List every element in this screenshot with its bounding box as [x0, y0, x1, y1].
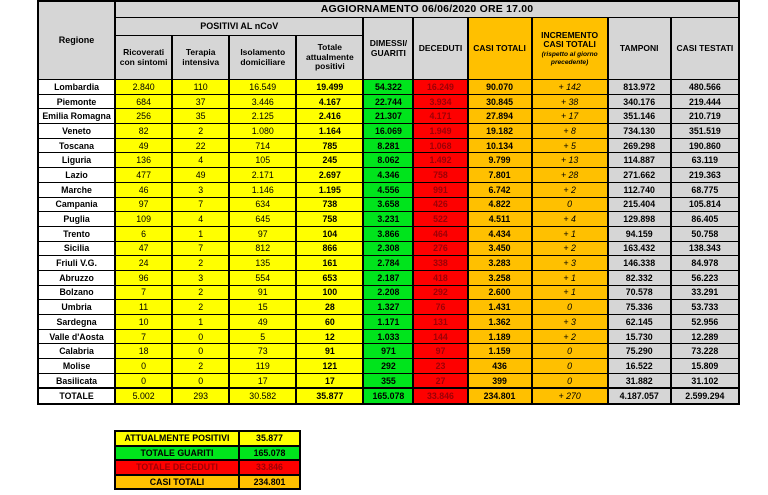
cell-isolamento-domiciliare: 49: [229, 315, 296, 330]
cell-isolamento-domiciliare: 1.080: [229, 124, 296, 139]
cell-dimessi-guariti: 1.033: [363, 329, 413, 344]
legend-row: [115, 446, 300, 461]
cell-ricoverati: 136: [115, 153, 172, 168]
covid-region-table: [37, 0, 740, 405]
summary-legend: [114, 430, 301, 490]
cell-dimessi-guariti: 1.171: [363, 315, 413, 330]
cell-terapia-intensiva: 293: [172, 388, 229, 404]
cell-incremento-casi-totali: 0: [532, 359, 608, 374]
cell-tamponi: 351.146: [608, 109, 671, 124]
cell-deceduti: 97: [413, 344, 467, 359]
cell-ricoverati: 96: [115, 270, 172, 285]
cell-deceduti: 144: [413, 329, 467, 344]
cell-isolamento-domiciliare: 119: [229, 359, 296, 374]
table-row: [38, 344, 739, 359]
cell-terapia-intensiva: 0: [172, 344, 229, 359]
cell-isolamento-domiciliare: 714: [229, 138, 296, 153]
cell-deceduti: 23: [413, 359, 467, 374]
cell-casi-totali: 1.362: [468, 315, 532, 330]
cell-casi-totali: 1.189: [468, 329, 532, 344]
cell-isolamento-domiciliare: 97: [229, 226, 296, 241]
cell-totale-attualmente-positivi: 2.416: [296, 109, 363, 124]
legend-value: 234.801: [239, 475, 300, 490]
cell-incremento-casi-totali: + 3: [532, 256, 608, 271]
cell-casi-totali: 6.742: [468, 182, 532, 197]
table-row: [38, 153, 739, 168]
cell-tamponi: 340.176: [608, 94, 671, 109]
cell-terapia-intensiva: 22: [172, 138, 229, 153]
cell-casi-testati: 219.444: [671, 94, 739, 109]
cell-casi-testati: 2.599.294: [671, 388, 739, 404]
cell-terapia-intensiva: 7: [172, 241, 229, 256]
cell-terapia-intensiva: 2: [172, 124, 229, 139]
cell-isolamento-domiciliare: 2.125: [229, 109, 296, 124]
cell-tamponi: 82.332: [608, 270, 671, 285]
cell-casi-totali: 1.431: [468, 300, 532, 315]
cell-dimessi-guariti: 165.078: [363, 388, 413, 404]
cell-casi-testati: 53.733: [671, 300, 739, 315]
cell-ricoverati: 2.840: [115, 80, 172, 95]
cell-incremento-casi-totali: + 1: [532, 226, 608, 241]
col-header-regione: Regione: [38, 1, 115, 80]
cell-terapia-intensiva: 0: [172, 373, 229, 388]
cell-totale-attualmente-positivi: 91: [296, 344, 363, 359]
cell-dimessi-guariti: 4.346: [363, 168, 413, 183]
cell-casi-testati: 12.289: [671, 329, 739, 344]
cell-casi-testati: 210.719: [671, 109, 739, 124]
region-name: Toscana: [38, 138, 115, 153]
cell-isolamento-domiciliare: 17: [229, 373, 296, 388]
legend-label: ATTUALMENTE POSITIVI: [115, 431, 239, 446]
region-name: Lazio: [38, 168, 115, 183]
table-row: [38, 168, 739, 183]
cell-dimessi-guariti: 1.327: [363, 300, 413, 315]
cell-terapia-intensiva: 1: [172, 226, 229, 241]
cell-tamponi: 15.730: [608, 329, 671, 344]
cell-tamponi: 62.145: [608, 315, 671, 330]
cell-incremento-casi-totali: + 1: [532, 270, 608, 285]
cell-incremento-casi-totali: + 28: [532, 168, 608, 183]
legend-label: TOTALE GUARITI: [115, 446, 239, 461]
cell-terapia-intensiva: 0: [172, 329, 229, 344]
legend-row: [115, 431, 300, 446]
cell-dimessi-guariti: 16.069: [363, 124, 413, 139]
cell-totale-attualmente-positivi: 758: [296, 212, 363, 227]
cell-terapia-intensiva: 7: [172, 197, 229, 212]
cell-casi-totali: 9.799: [468, 153, 532, 168]
region-name: Sardegna: [38, 315, 115, 330]
table-row: [38, 285, 739, 300]
table-row: [38, 109, 739, 124]
cell-casi-testati: 84.978: [671, 256, 739, 271]
col-header-terapia-intensiva: Terapia intensiva: [172, 36, 229, 80]
table-row: [38, 315, 739, 330]
col-header-isolamento: Isolamento domiciliare: [229, 36, 296, 80]
cell-incremento-casi-totali: + 3: [532, 315, 608, 330]
cell-casi-totali: 2.600: [468, 285, 532, 300]
cell-tamponi: 94.159: [608, 226, 671, 241]
cell-tamponi: 75.290: [608, 344, 671, 359]
cell-incremento-casi-totali: + 5: [532, 138, 608, 153]
table-row: [38, 270, 739, 285]
cell-deceduti: 292: [413, 285, 467, 300]
cell-incremento-casi-totali: + 2: [532, 182, 608, 197]
cell-incremento-casi-totali: + 4: [532, 212, 608, 227]
cell-casi-testati: 138.343: [671, 241, 739, 256]
region-name: Calabria: [38, 344, 115, 359]
cell-ricoverati: 5.002: [115, 388, 172, 404]
cell-casi-totali: 19.182: [468, 124, 532, 139]
cell-ricoverati: 256: [115, 109, 172, 124]
cell-totale-attualmente-positivi: 4.167: [296, 94, 363, 109]
cell-dimessi-guariti: 3.866: [363, 226, 413, 241]
cell-totale-attualmente-positivi: 17: [296, 373, 363, 388]
col-header-deceduti: DECEDUTI: [413, 18, 467, 80]
legend-row: [115, 460, 300, 475]
cell-ricoverati: 18: [115, 344, 172, 359]
cell-isolamento-domiciliare: 30.582: [229, 388, 296, 404]
cell-deceduti: 276: [413, 241, 467, 256]
cell-casi-totali: 4.822: [468, 197, 532, 212]
cell-ricoverati: 49: [115, 138, 172, 153]
cell-terapia-intensiva: 37: [172, 94, 229, 109]
region-name: Marche: [38, 182, 115, 197]
cell-ricoverati: 684: [115, 94, 172, 109]
cell-incremento-casi-totali: + 2: [532, 241, 608, 256]
region-name: Abruzzo: [38, 270, 115, 285]
table-row: [38, 373, 739, 388]
cell-terapia-intensiva: 3: [172, 270, 229, 285]
region-name: Sicilia: [38, 241, 115, 256]
cell-deceduti: 27: [413, 373, 467, 388]
col-header-ricoverati: Ricoverati con sintomi: [115, 36, 172, 80]
cell-terapia-intensiva: 3: [172, 182, 229, 197]
cell-casi-totali: 1.159: [468, 344, 532, 359]
table-row: [38, 359, 739, 374]
cell-tamponi: 163.432: [608, 241, 671, 256]
cell-terapia-intensiva: 2: [172, 256, 229, 271]
cell-tamponi: 16.522: [608, 359, 671, 374]
cell-deceduti: 426: [413, 197, 467, 212]
cell-incremento-casi-totali: + 270: [532, 388, 608, 404]
cell-deceduti: 131: [413, 315, 467, 330]
totale-row: [38, 388, 739, 404]
cell-ricoverati: 82: [115, 124, 172, 139]
region-name: Puglia: [38, 212, 115, 227]
cell-incremento-casi-totali: + 142: [532, 80, 608, 95]
cell-tamponi: 75.336: [608, 300, 671, 315]
region-name: Basilicata: [38, 373, 115, 388]
table-row: [38, 138, 739, 153]
legend-label: CASI TOTALI: [115, 475, 239, 490]
cell-dimessi-guariti: 8.281: [363, 138, 413, 153]
col-header-totale-positivi: Totale attualmente positivi: [296, 36, 363, 80]
cell-tamponi: 70.578: [608, 285, 671, 300]
cell-casi-testati: 351.519: [671, 124, 739, 139]
cell-tamponi: 269.298: [608, 138, 671, 153]
cell-casi-totali: 234.801: [468, 388, 532, 404]
legend-value: 33.846: [239, 460, 300, 475]
cell-totale-attualmente-positivi: 785: [296, 138, 363, 153]
region-name: Friuli V.G.: [38, 256, 115, 271]
cell-isolamento-domiciliare: 645: [229, 212, 296, 227]
cell-isolamento-domiciliare: 91: [229, 285, 296, 300]
incremento-note: (rispetto al giorno precedente): [541, 50, 598, 66]
region-name: Bolzano: [38, 285, 115, 300]
cell-isolamento-domiciliare: 2.171: [229, 168, 296, 183]
table-body: [38, 80, 739, 405]
region-name: Veneto: [38, 124, 115, 139]
cell-dimessi-guariti: 8.062: [363, 153, 413, 168]
region-name: TOTALE: [38, 388, 115, 404]
cell-casi-testati: 63.119: [671, 153, 739, 168]
cell-tamponi: 31.882: [608, 373, 671, 388]
cell-casi-testati: 480.566: [671, 80, 739, 95]
cell-casi-testati: 56.223: [671, 270, 739, 285]
col-header-dimessi-guariti: DIMESSI/ GUARITI: [363, 18, 413, 80]
cell-incremento-casi-totali: + 17: [532, 109, 608, 124]
cell-casi-totali: 399: [468, 373, 532, 388]
cell-terapia-intensiva: 110: [172, 80, 229, 95]
cell-dimessi-guariti: 2.208: [363, 285, 413, 300]
cell-dimessi-guariti: 971: [363, 344, 413, 359]
cell-terapia-intensiva: 4: [172, 212, 229, 227]
table-header: [38, 1, 739, 80]
cell-isolamento-domiciliare: 554: [229, 270, 296, 285]
cell-casi-testati: 219.363: [671, 168, 739, 183]
table-row: [38, 197, 739, 212]
cell-isolamento-domiciliare: 3.446: [229, 94, 296, 109]
cell-incremento-casi-totali: + 38: [532, 94, 608, 109]
cell-deceduti: 4.171: [413, 109, 467, 124]
cell-ricoverati: 24: [115, 256, 172, 271]
cell-ricoverati: 6: [115, 226, 172, 241]
cell-ricoverati: 97: [115, 197, 172, 212]
cell-totale-attualmente-positivi: 866: [296, 241, 363, 256]
cell-dimessi-guariti: 292: [363, 359, 413, 374]
cell-totale-attualmente-positivi: 12: [296, 329, 363, 344]
cell-tamponi: 112.740: [608, 182, 671, 197]
table-row: [38, 124, 739, 139]
col-header-tamponi: TAMPONI: [608, 18, 671, 80]
cell-isolamento-domiciliare: 634: [229, 197, 296, 212]
cell-casi-testati: 15.809: [671, 359, 739, 374]
table-row: [38, 241, 739, 256]
cell-ricoverati: 10: [115, 315, 172, 330]
cell-casi-totali: 3.258: [468, 270, 532, 285]
cell-totale-attualmente-positivi: 161: [296, 256, 363, 271]
cell-dimessi-guariti: 54.322: [363, 80, 413, 95]
update-banner: AGGIORNAMENTO 06/06/2020 ORE 17.00: [115, 1, 739, 18]
cell-incremento-casi-totali: + 2: [532, 329, 608, 344]
table-row: [38, 300, 739, 315]
cell-deceduti: 464: [413, 226, 467, 241]
cell-incremento-casi-totali: 0: [532, 344, 608, 359]
cell-casi-totali: 90.070: [468, 80, 532, 95]
cell-tamponi: 129.898: [608, 212, 671, 227]
cell-deceduti: 991: [413, 182, 467, 197]
table-row: [38, 329, 739, 344]
region-name: Liguria: [38, 153, 115, 168]
cell-incremento-casi-totali: + 1: [532, 285, 608, 300]
cell-casi-testati: 33.291: [671, 285, 739, 300]
cell-casi-totali: 4.434: [468, 226, 532, 241]
cell-casi-testati: 68.775: [671, 182, 739, 197]
table-row: [38, 94, 739, 109]
cell-deceduti: 522: [413, 212, 467, 227]
cell-terapia-intensiva: 2: [172, 359, 229, 374]
cell-ricoverati: 477: [115, 168, 172, 183]
cell-casi-testati: 190.860: [671, 138, 739, 153]
cell-ricoverati: 0: [115, 373, 172, 388]
cell-casi-testati: 52.956: [671, 315, 739, 330]
cell-tamponi: 813.972: [608, 80, 671, 95]
cell-isolamento-domiciliare: 16.549: [229, 80, 296, 95]
cell-deceduti: 3.934: [413, 94, 467, 109]
region-name: Valle d'Aosta: [38, 329, 115, 344]
region-name: Lombardia: [38, 80, 115, 95]
cell-terapia-intensiva: 1: [172, 315, 229, 330]
table-row: [38, 256, 739, 271]
cell-totale-attualmente-positivi: 121: [296, 359, 363, 374]
cell-deceduti: 1.068: [413, 138, 467, 153]
legend-body: [115, 431, 300, 489]
cell-casi-totali: 27.894: [468, 109, 532, 124]
cell-casi-testati: 73.228: [671, 344, 739, 359]
cell-dimessi-guariti: 4.556: [363, 182, 413, 197]
cell-terapia-intensiva: 49: [172, 168, 229, 183]
cell-tamponi: 114.887: [608, 153, 671, 168]
cell-casi-testati: 105.814: [671, 197, 739, 212]
cell-dimessi-guariti: 355: [363, 373, 413, 388]
cell-totale-attualmente-positivi: 19.499: [296, 80, 363, 95]
cell-dimessi-guariti: 22.744: [363, 94, 413, 109]
cell-dimessi-guariti: 3.231: [363, 212, 413, 227]
cell-ricoverati: 46: [115, 182, 172, 197]
cell-terapia-intensiva: 2: [172, 300, 229, 315]
cell-deceduti: 338: [413, 256, 467, 271]
cell-casi-testati: 50.758: [671, 226, 739, 241]
cell-deceduti: 33.846: [413, 388, 467, 404]
cell-totale-attualmente-positivi: 100: [296, 285, 363, 300]
cell-isolamento-domiciliare: 5: [229, 329, 296, 344]
cell-isolamento-domiciliare: 1.146: [229, 182, 296, 197]
cell-casi-testati: 86.405: [671, 212, 739, 227]
cell-terapia-intensiva: 35: [172, 109, 229, 124]
cell-incremento-casi-totali: + 13: [532, 153, 608, 168]
cell-casi-testati: 31.102: [671, 373, 739, 388]
cell-totale-attualmente-positivi: 2.697: [296, 168, 363, 183]
cell-totale-attualmente-positivi: 653: [296, 270, 363, 285]
table-row: [38, 80, 739, 95]
legend-value: 35.877: [239, 431, 300, 446]
cell-casi-totali: 4.511: [468, 212, 532, 227]
cell-dimessi-guariti: 2.308: [363, 241, 413, 256]
cell-deceduti: 1.949: [413, 124, 467, 139]
cell-deceduti: 1.492: [413, 153, 467, 168]
cell-incremento-casi-totali: + 8: [532, 124, 608, 139]
cell-totale-attualmente-positivi: 60: [296, 315, 363, 330]
col-header-casi-totali: CASI TOTALI: [468, 18, 532, 80]
cell-ricoverati: 109: [115, 212, 172, 227]
cell-deceduti: 418: [413, 270, 467, 285]
cell-casi-totali: 10.134: [468, 138, 532, 153]
cell-totale-attualmente-positivi: 1.164: [296, 124, 363, 139]
cell-tamponi: 146.338: [608, 256, 671, 271]
region-name: Trento: [38, 226, 115, 241]
cell-isolamento-domiciliare: 15: [229, 300, 296, 315]
cell-ricoverati: 7: [115, 285, 172, 300]
region-name: Campania: [38, 197, 115, 212]
cell-casi-totali: 3.283: [468, 256, 532, 271]
region-name: Umbria: [38, 300, 115, 315]
cell-ricoverati: 11: [115, 300, 172, 315]
cell-dimessi-guariti: 3.658: [363, 197, 413, 212]
cell-totale-attualmente-positivi: 738: [296, 197, 363, 212]
cell-ricoverati: 47: [115, 241, 172, 256]
cell-tamponi: 271.662: [608, 168, 671, 183]
cell-tamponi: 4.187.057: [608, 388, 671, 404]
table-row: [38, 226, 739, 241]
col-header-incremento: [532, 18, 608, 80]
cell-incremento-casi-totali: 0: [532, 300, 608, 315]
cell-casi-totali: 30.845: [468, 94, 532, 109]
legend-row: [115, 475, 300, 490]
cell-tamponi: 215.404: [608, 197, 671, 212]
cell-terapia-intensiva: 2: [172, 285, 229, 300]
cell-totale-attualmente-positivi: 245: [296, 153, 363, 168]
cell-casi-totali: 7.801: [468, 168, 532, 183]
table-row: [38, 182, 739, 197]
cell-totale-attualmente-positivi: 35.877: [296, 388, 363, 404]
cell-terapia-intensiva: 4: [172, 153, 229, 168]
cell-dimessi-guariti: 21.307: [363, 109, 413, 124]
cell-casi-totali: 436: [468, 359, 532, 374]
cell-deceduti: 758: [413, 168, 467, 183]
cell-tamponi: 734.130: [608, 124, 671, 139]
region-name: Emilia Romagna: [38, 109, 115, 124]
cell-totale-attualmente-positivi: 1.195: [296, 182, 363, 197]
table-row: [38, 212, 739, 227]
cell-isolamento-domiciliare: 105: [229, 153, 296, 168]
cell-ricoverati: 0: [115, 359, 172, 374]
cell-totale-attualmente-positivi: 104: [296, 226, 363, 241]
cell-incremento-casi-totali: 0: [532, 373, 608, 388]
cell-isolamento-domiciliare: 73: [229, 344, 296, 359]
legend-value: 165.078: [239, 446, 300, 461]
cell-totale-attualmente-positivi: 28: [296, 300, 363, 315]
cell-ricoverati: 7: [115, 329, 172, 344]
cell-dimessi-guariti: 2.187: [363, 270, 413, 285]
col-header-casi-testati: CASI TESTATI: [671, 18, 739, 80]
region-name: Molise: [38, 359, 115, 374]
cell-dimessi-guariti: 2.784: [363, 256, 413, 271]
incremento-title: INCREMENTO CASI TOTALI: [541, 29, 599, 50]
cell-casi-totali: 3.450: [468, 241, 532, 256]
cell-isolamento-domiciliare: 812: [229, 241, 296, 256]
cell-deceduti: 76: [413, 300, 467, 315]
cell-deceduti: 16.249: [413, 80, 467, 95]
cell-incremento-casi-totali: 0: [532, 197, 608, 212]
legend-label: TOTALE DECEDUTI: [115, 460, 239, 475]
cell-isolamento-domiciliare: 135: [229, 256, 296, 271]
col-group-positivi: POSITIVI AL nCoV: [115, 18, 363, 36]
region-name: Piemonte: [38, 94, 115, 109]
